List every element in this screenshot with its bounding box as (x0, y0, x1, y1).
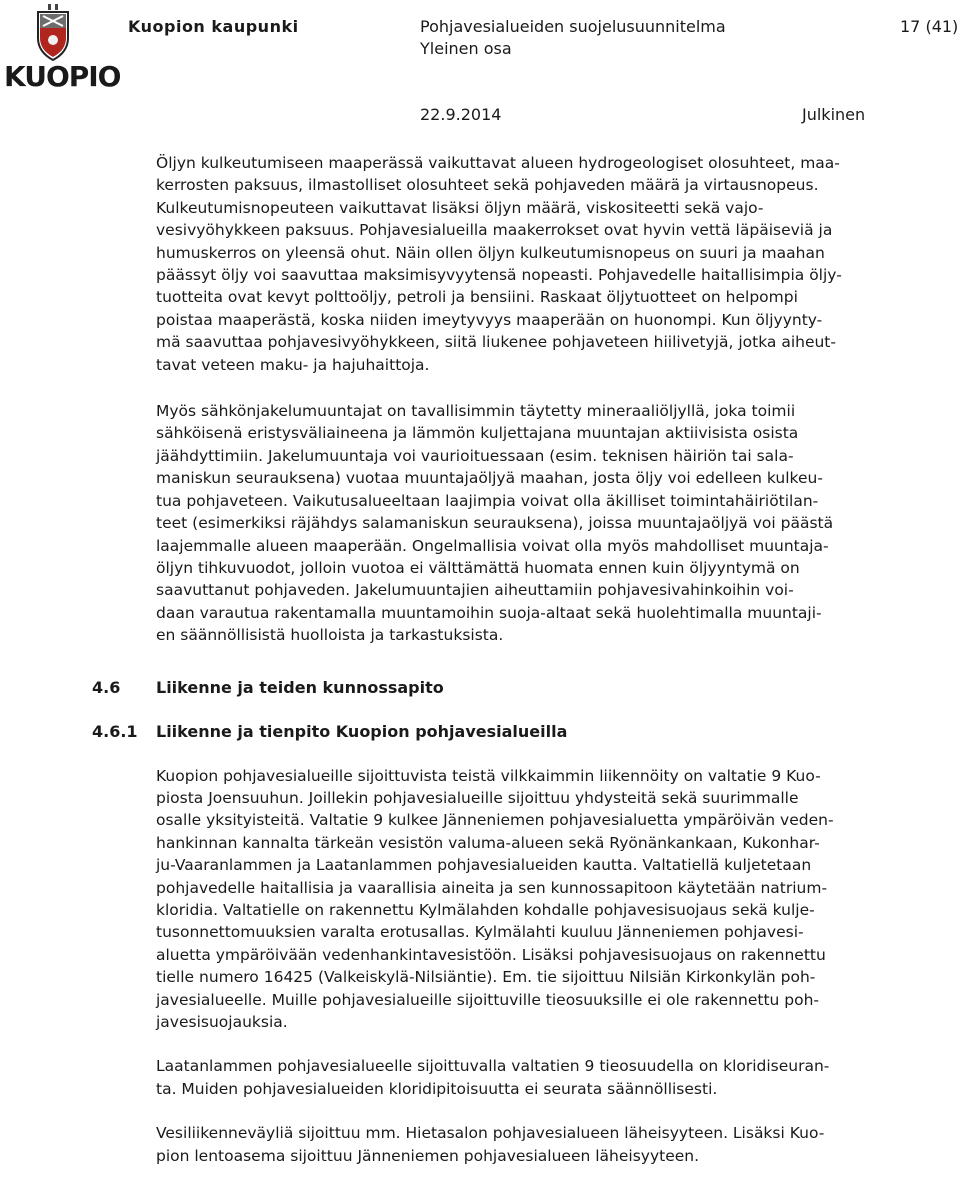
text-line: Öljyn kulkeutumiseen maaperässä vaikuttavat alueen hydrogeologiset olosuhteet, maa- (156, 154, 840, 172)
document-title: Pohjavesialueiden suojelusuunnitelma (420, 17, 726, 36)
subsection-number: 4.6.1 (92, 721, 138, 741)
text-line: tusonnettomuuksien varalta erotusallas. Kylmälahti kuuluu Jänneniemen pohjavesi- (156, 923, 804, 942)
text-line: teet (esimerkiksi räjähdys salamaniskun seurauksena), joissa muuntajaöljyä voi päästä (156, 514, 834, 533)
city-logo (4, 2, 121, 94)
text-line: Kuopion pohjavesialueille sijoittuvista teistä vilkkaimmin liikennöity on valtatie 9 Kuo- (156, 766, 821, 785)
text-line: ju-Vaaranlammen ja Laatanlammen pohjavesialueiden kautta. Valtatiellä kuljetetaan (156, 856, 812, 875)
text-line: päässyt öljy voi saavuttaa maksimisyvyytensä nopeasti. Pohjavedelle haitallisimpia öljy- (156, 266, 842, 285)
text-line: saavuttanut pohjaveden. Jakelumuuntajien aiheuttamiin pohjavesivahinkoihin voi- (156, 581, 794, 600)
text-line: Kulkeutumisnopeuteen vaikuttavat lisäksi öljyn määrä, viskositeetti sekä vajo- (156, 198, 764, 217)
text-line: Myös sähkönjakelumuuntajat on tavallisimmin täytetty mineraaliöljyllä, joka toimii (156, 402, 796, 421)
text-line: osalle yksityisteitä. Valtatie 9 kulkee Jänneniemen pohjavesialuetta ympäröivän veden- (156, 811, 834, 830)
subsection-title: Liikenne ja tienpito Kuopion pohjavesialueilla (156, 721, 568, 741)
section-heading (92, 677, 926, 699)
text-line: aluetta ympäröivään vedenhankintavesistöön. Lisäksi pohjavesisuojaus on rakennettu (156, 945, 826, 964)
paragraph-chloride (156, 1055, 926, 1100)
text-line: sähköisenä eristysväliaineena ja lämmön kuljettajana muuntajan aktiivisista osista (156, 424, 799, 443)
text-line: kerrosten paksuus, ilmastolliset olosuhteet sekä pohjaveden määrä ja virtausnopeus. (156, 176, 819, 195)
document-subtitle: Yleinen osa (420, 39, 512, 58)
classification-label: Julkinen (802, 105, 866, 124)
text-line: kloridia. Valtatielle on rakennettu Kylmälahden kohdalle pohjavesisuojaus sekä kulje- (156, 900, 815, 919)
text-line: javesisuojauksia. (156, 1013, 288, 1031)
paragraph-oil-transport (156, 152, 926, 376)
text-line: tavat veteen maku- ja hajuhaittoja. (156, 355, 430, 374)
text-line: vesivyöhykkeen paksuus. Pohjavesialueilla maakerrokset ovat hyvin vettä läpäiseviä ja (156, 221, 833, 240)
paragraph-roads (156, 765, 926, 1034)
text-line: laajemmalle alueen maaperään. Ongelmallisia voivat olla myös mahdolliset muuntaja- (156, 536, 829, 555)
section-number: 4.6 (92, 677, 121, 697)
text-line: tielle numero 16425 (Valkeiskylä-Nilsiäntie). Em. tie sijoittuu Nilsiän Kirkonkylän poh- (156, 968, 816, 987)
text-line: mä saavuttaa pohjavesivyöhykkeen, siitä liukenee pohjaveteen hiilivetyjä, jotka aiheut- (156, 333, 836, 352)
text-line: Laatanlammen pohjavesialueelle sijoittuvalla valtatien 9 tieosuudella on kloridiseuran- (156, 1057, 830, 1076)
text-line: maniskun seurauksena) vuotaa muuntajaöljyä maahan, josta öljy voi edelleen kulkeu- (156, 469, 823, 488)
coat-of-arms-icon (34, 4, 72, 62)
text-line: hankinnan kannalta tärkeän vesistön valuma-alueen sekä Ryönänkankaan, Kukonhar- (156, 833, 820, 852)
paragraph-waterways (156, 1122, 926, 1167)
text-line: pion lentoasema sijoittuu Jänneniemen pohjavesialueen läheisyyteen. (156, 1146, 700, 1165)
document-body (92, 152, 926, 1167)
logo-wordmark: KUOPIO (4, 60, 121, 93)
text-line: en säännöllisistä huolloista ja tarkastuksista. (156, 626, 504, 645)
text-line: tua pohjaveteen. Vaikutusalueeltaan laajimpia voivat olla äkilliset toimintahäiriötilan- (156, 491, 819, 510)
text-line: humuskerros on yleensä ohut. Näin ollen öljyn kulkeutumisnopeus on suuri ja maahan (156, 243, 825, 262)
text-line: pohjavedelle haitallisia ja vaarallisia aineita ja sen kunnossapitoon käytetään natrium- (156, 878, 828, 897)
text-line: poistaa maaperästä, koska niiden imeytyvyys maaperään on huonompi. Kun öljyynty- (156, 310, 823, 329)
subsection-heading (92, 721, 926, 743)
text-line: tuotteita ovat kevyt polttoöljy, petroli ja bensiini. Raskaat öljytuotteet on helpompi (156, 288, 798, 307)
paragraph-transformers (156, 400, 926, 646)
document-date: 22.9.2014 (420, 105, 502, 124)
text-line: daan varautua rakentamalla muuntamoihin suoja-altaat sekä huolehtimalla muuntaji- (156, 603, 822, 622)
text-line: öljyn tihkuvuodot, jolloin vuotoa ei välttämättä huomata ennen kuin öljyyntymä on (156, 558, 800, 577)
text-line: javesialueelle. Muille pohjavesialueille sijoittuville tieosuuksille ei ole rakennettu poh- (156, 990, 820, 1009)
text-line: ta. Muiden pohjavesialueiden kloridipitoisuutta ei seurata säännöllisesti. (156, 1079, 718, 1098)
text-line: Vesiliikenneväyliä sijoittuu mm. Hietasalon pohjavesialueen läheisyyteen. Lisäksi Kuo- (156, 1124, 825, 1143)
text-line: jäähdyttimiin. Jakelumuuntaja voi vaurioituessaan (esim. teknisen häiriön tai sala- (156, 446, 794, 465)
text-line: piosta Joensuuhun. Joillekin pohjavesialueille sijoittuu yhdysteitä sekä suurimmalle (156, 788, 799, 807)
organization-name: Kuopion kaupunki (128, 17, 299, 36)
document-title-block (420, 16, 820, 60)
page-number: 17 (41) (900, 17, 959, 36)
section-title: Liikenne ja teiden kunnossapito (156, 677, 444, 697)
